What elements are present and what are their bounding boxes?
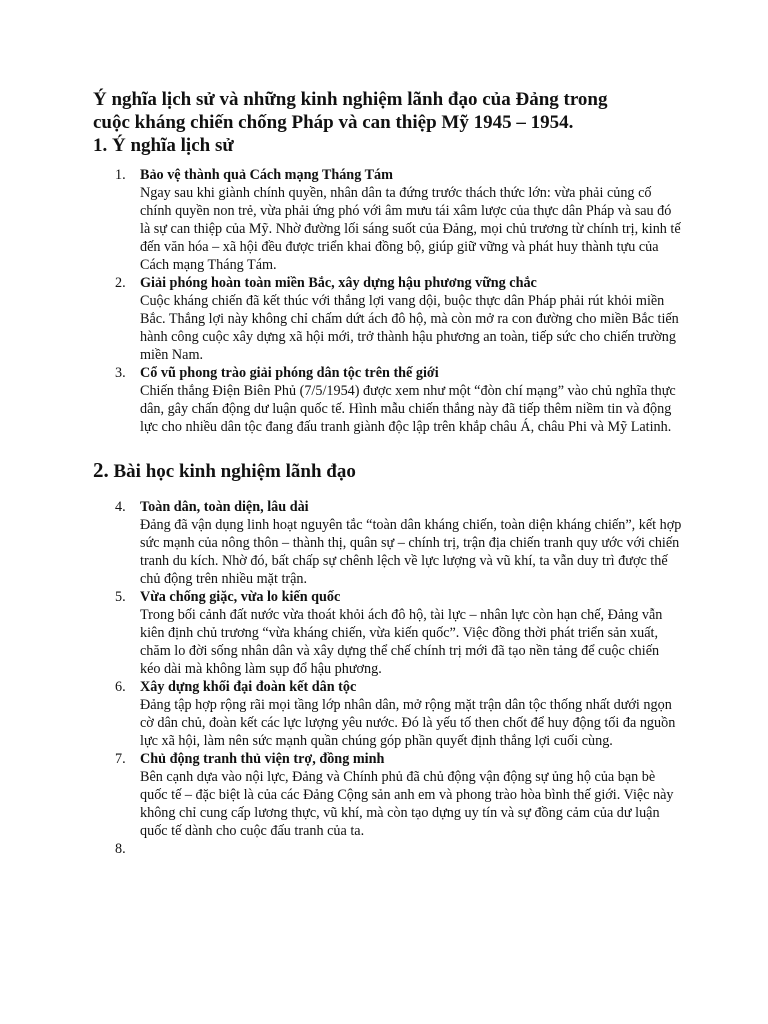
- section-2-heading: [93, 458, 682, 484]
- item-title: Cổ vũ phong trào giải phóng dân tộc trên thế giới: [140, 365, 439, 381]
- section-1-list: [93, 166, 682, 436]
- section-2-title: Bài học kinh nghiệm lãnh đạo: [108, 461, 356, 482]
- title-line-1: Ý nghĩa lịch sử và những kinh nghiệm lãnh đạo của Đảng trong: [93, 89, 608, 110]
- item-title: Vừa chống giặc, vừa lo kiến quốc: [140, 589, 341, 605]
- list-marker: 6.: [115, 679, 126, 695]
- list-item: [93, 750, 682, 840]
- list-marker: 5.: [115, 589, 126, 605]
- item-body: Ngay sau khi giành chính quyền, nhân dân ta đứng trước thách thức lớn: vừa phải củng cố chính quyền non trẻ, vừa phải ứng phó với âm mưu tái xâm lược của thực dân Pháp và sau đó là sự can thiệp của Mỹ. Nhờ đường lối sáng suốt của Đảng, mọi chủ trương từ chính trị, kinh tế đến văn hóa – xã hội đều được triển khai đồng bộ, giúp giữ vững và phát huy thành tựu của Cách mạng Tháng Tám.: [140, 185, 681, 273]
- list-marker: 1.: [115, 167, 126, 183]
- section-2-number: 2.: [93, 458, 109, 482]
- title-line-2: cuộc kháng chiến chống Pháp và can thiệp Mỹ 1945 – 1954.: [93, 112, 574, 133]
- item-body: Đảng tập hợp rộng rãi mọi tầng lớp nhân dân, mở rộng mặt trận dân tộc thống nhất dưới ngọn cờ dân chủ, đoàn kết các lực lượng yêu nước. Đó là yếu tố then chốt để huy động tối đa nguồn lực xã hội, làm nên sức mạnh quần chúng góp phần quyết định thắng lợi cuối cùng.: [140, 697, 676, 749]
- item-body: Đảng đã vận dụng linh hoạt nguyên tắc “toàn dân kháng chiến, toàn diện kháng chiến”, kết hợp sức mạnh của nông thôn – thành thị, quân sự – chính trị, trận địa chiến tranh quy ước với chiến tranh du kích. Nhờ đó, bất chấp sự chênh lệch về lực lượng và vũ khí, ta vẫn duy trì được thế chủ động trên nhiều mặt trận.: [140, 517, 682, 587]
- item-title: Giải phóng hoàn toàn miền Bắc, xây dựng hậu phương vững chắc: [140, 275, 537, 291]
- item-body: Trong bối cảnh đất nước vừa thoát khỏi ách đô hộ, tài lực – nhân lực còn hạn chế, Đảng vẫn kiên định chủ trương “vừa kháng chiến, vừa kiến quốc”. Việc đồng thời phát triển sản xuất, chăm lo đời sống nhân dân và xây dựng thể chế chính trị mới đã tạo nền tảng để cuộc chiến kéo dài mà không làm sụp đổ hậu phương.: [140, 607, 663, 677]
- document-title: [93, 88, 682, 134]
- item-title: Xây dựng khối đại đoàn kết dân tộc: [140, 679, 357, 695]
- item-title: Toàn dân, toàn diện, lâu dài: [140, 499, 309, 515]
- list-item: [93, 678, 682, 750]
- item-title: Chủ động tranh thủ viện trợ, đồng minh: [140, 751, 385, 767]
- section-2-list: [93, 498, 682, 857]
- list-item: [93, 498, 682, 588]
- list-marker: 2.: [115, 275, 126, 291]
- item-body: Chiến thắng Điện Biên Phủ (7/5/1954) được xem như một “đòn chí mạng” vào chủ nghĩa thực dân, gây chấn động dư luận quốc tế. Hình mẫu chiến thắng này đã tiếp thêm niềm tin và động lực cho nhiều dân tộc đang đấu tranh giành độc lập trên khắp châu Á, châu Phi và Mỹ Latinh.: [140, 383, 676, 435]
- item-body: Cuộc kháng chiến đã kết thúc với thắng lợi vang dội, buộc thực dân Pháp phải rút khỏi miền Bắc. Thắng lợi này không chỉ chấm dứt ách đô hộ, mà còn mở ra con đường cho miền Bắc tiến hành công cuộc xây dựng xã hội mới, trở thành hậu phương an toàn, tiếp sức cho chiến trường miền Nam.: [140, 293, 679, 363]
- list-marker: 3.: [115, 365, 126, 381]
- list-item: [93, 166, 682, 274]
- item-body: Bên cạnh dựa vào nội lực, Đảng và Chính phủ đã chủ động vận động sự ủng hộ của bạn bè quốc tế – đặc biệt là của các Đảng Cộng sản anh em và phong trào hòa bình thế giới. Việc này không chỉ cung cấp lương thực, vũ khí, mà còn tạo dựng uy tín và sự đồng cảm của dư luận quốc tế dành cho cuộc đấu tranh của ta.: [140, 769, 674, 839]
- list-marker: 7.: [115, 751, 126, 767]
- list-marker: 4.: [115, 499, 126, 515]
- item-title: Bảo vệ thành quả Cách mạng Tháng Tám: [140, 167, 393, 183]
- section-1-heading: 1. Ý nghĩa lịch sử: [93, 135, 234, 156]
- list-item: [93, 588, 682, 678]
- list-item: [93, 274, 682, 364]
- list-item: [93, 364, 682, 436]
- list-marker: 8.: [115, 841, 126, 857]
